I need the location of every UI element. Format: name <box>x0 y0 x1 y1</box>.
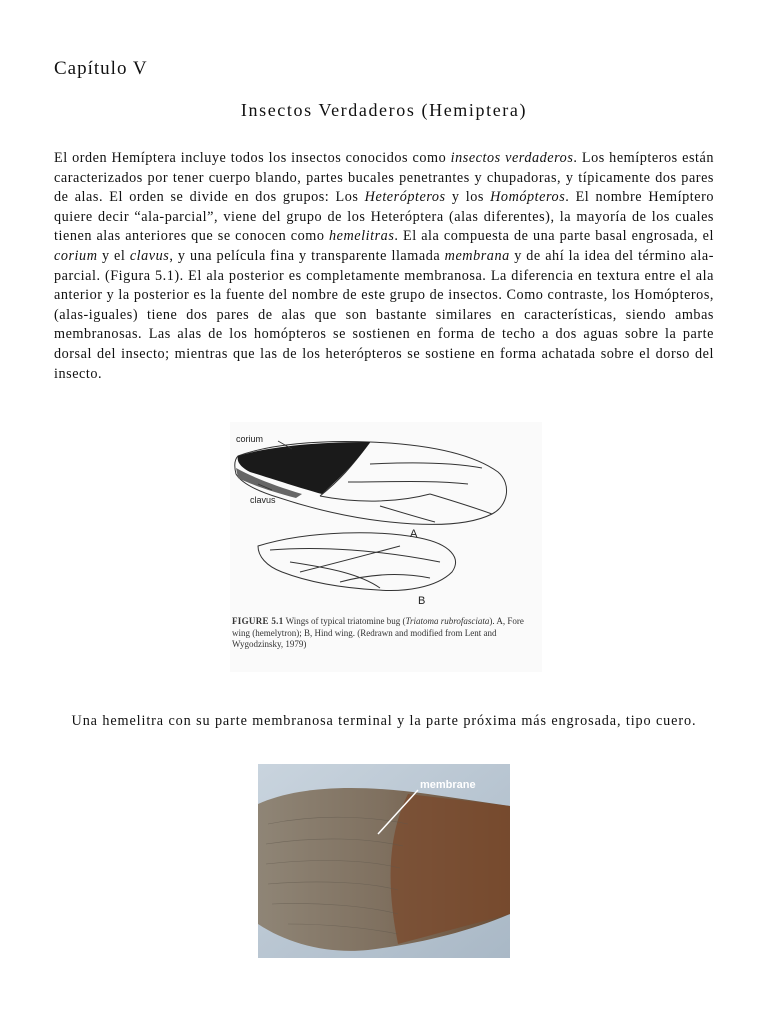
italic-term: corium <box>54 247 98 264</box>
figure-caption-species: Triatoma rubrofasciata <box>405 616 490 626</box>
figure-caption-text-1: Wings of typical triatomine bug ( <box>283 616 406 626</box>
paragraph-text: . El nombre Hemíptero quiere decir “ala-parcial”, viene del grupo de los Heteróptera (alas diferentes), la mayoría de los cuales tienen alas anteriores que se conocen como <box>54 189 714 245</box>
hemelytra-photo <box>258 764 510 958</box>
label-a: A <box>410 528 418 540</box>
chapter-heading: Capítulo V <box>54 58 148 79</box>
photo-caption: Una hemelitra con su parte membranosa terminal y la parte próxima más engrosada, tipo cuero. <box>71 713 697 729</box>
label-clavus: clavus <box>250 495 276 505</box>
body-paragraph <box>54 149 714 384</box>
figure-caption-text-2: ). A, Fore wing (hemelytron); B, Hind wing. (Redrawn and modified from Lent and Wygodzinsky, 1979) <box>232 616 524 649</box>
label-corium: corium <box>236 434 264 444</box>
italic-term: hemelitras <box>329 228 395 245</box>
label-membrane: membrane <box>420 779 476 791</box>
italic-term: Heterópteros <box>364 189 446 206</box>
italic-term: membrana <box>444 247 510 264</box>
paragraph-text: El orden Hemíptera incluye todos los insectos conocidos como <box>54 150 451 166</box>
paragraph-text: . Los hemípteros están caracterizados por tener cuerpo blando, partes bucales penetrantes y chupadoras, y típicamente dos pares de alas. El orden se divide en dos grupos: Los <box>54 150 714 206</box>
chapter-title: Insectos Verdaderos (Hemiptera) <box>240 100 528 120</box>
paragraph-text: , y una película fina y transparente llamada <box>169 247 445 264</box>
paragraph-text: . El ala compuesta de una parte basal engrosada, el <box>394 228 714 245</box>
label-b: B <box>418 595 426 607</box>
figure-caption <box>232 616 542 651</box>
paragraph-text: y el <box>97 247 130 264</box>
italic-term: insectos verdaderos <box>450 150 574 166</box>
paragraph-text: y de ahí la idea del término ala-parcial. (Figura 5.1). El ala posterior es completamente membranosa. La diferencia en textura entre el ala anterior y la posterior es la fuente del nombre de este grupo de insectos. Como contraste, los Homópteros, (alas-iguales) tiene dos pares de alas que son bastante similares en características, siendo ambas membranosas. Las alas de los homópteros se sostienen en forma de techo a dos aguas sobre la parte dorsal del insecto; mientras que las de los heterópteros se sostiene en forma achatada sobre el dorso del insecto. <box>54 247 714 382</box>
figure-caption-label: FIGURE 5.1 <box>232 616 284 626</box>
hind-wing-drawing <box>258 533 455 591</box>
italic-term: Homópteros <box>490 189 566 206</box>
italic-term: clavus <box>129 247 170 264</box>
paragraph-text: y los <box>445 189 491 206</box>
